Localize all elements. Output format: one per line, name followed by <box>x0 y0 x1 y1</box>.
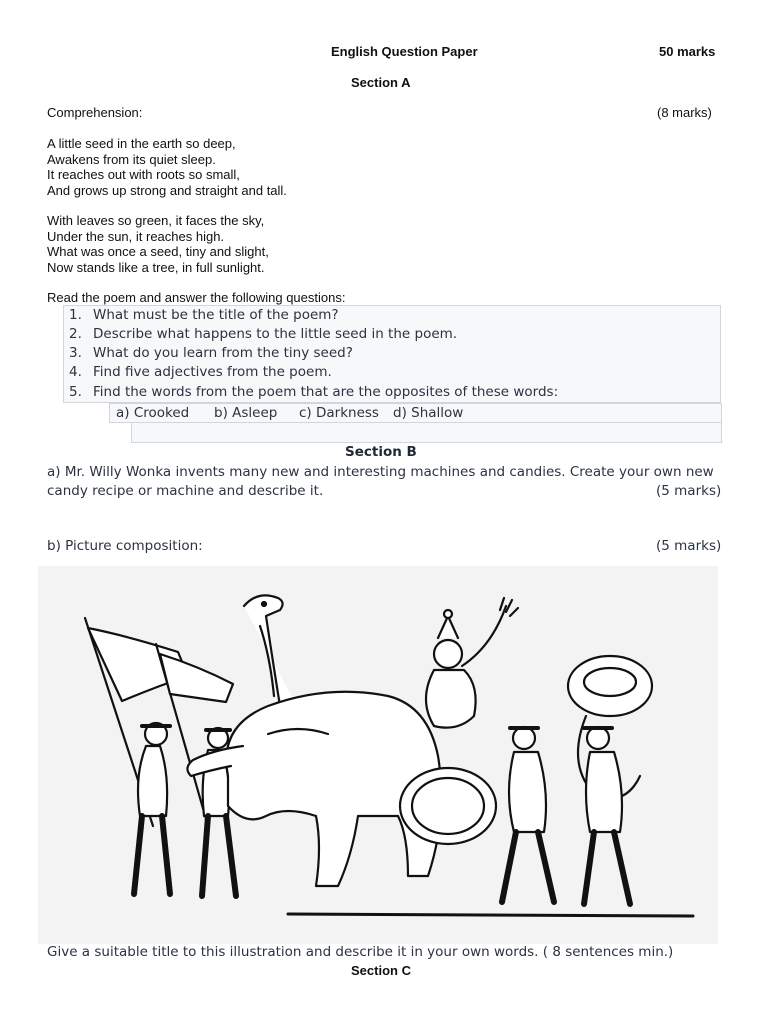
question-number: 3. <box>69 345 82 361</box>
section-c-heading: Section C <box>351 963 411 978</box>
question-text: What must be the title of the poem? <box>93 307 339 323</box>
picture-composition-marks: (5 marks) <box>656 538 722 554</box>
poem-line: It reaches out with roots so small, <box>47 167 240 182</box>
questions-list <box>63 305 721 403</box>
question-text: What do you learn from the tiny seed? <box>93 345 353 361</box>
poem-line: Under the sun, it reaches high. <box>47 228 225 244</box>
question-text: Describe what happens to the little seed in the poem. <box>93 326 458 342</box>
opposite-option: c) Darkness <box>299 405 379 421</box>
paper-title: English Question Paper <box>331 44 478 59</box>
question-number: 2. <box>69 326 82 342</box>
questions-instruction: Read the poem and answer the following questions: <box>47 290 346 305</box>
section-b-question-a: a) Mr. Willy Wonka invents many new and interesting machines and candies. Create your own new <box>47 464 714 480</box>
parade-drawing <box>38 566 718 944</box>
blank-list-row <box>131 423 722 443</box>
poem-line: Now stands like a tree, in full sunlight. <box>47 259 265 275</box>
question-number: 4. <box>69 364 82 380</box>
poem-line: With leaves so green, it faces the sky, <box>47 213 265 228</box>
opposite-option: d) Shallow <box>393 405 464 421</box>
picture-composition-label: b) Picture composition: <box>47 538 203 554</box>
question-text: Find five adjectives from the poem. <box>93 364 332 380</box>
section-b-heading: Section B <box>345 444 417 460</box>
section-b-question-a-line2: candy recipe or machine and describe it. <box>47 483 324 499</box>
poem-line: And grows up strong and straight and tall. <box>47 182 287 198</box>
question-number: 1. <box>69 307 82 323</box>
total-marks: 50 marks <box>659 44 716 59</box>
section-a-heading: Section A <box>351 75 411 90</box>
picture-composition-prompt: Give a suitable title to this illustration and describe it in your own words. ( 8 sentences min.) <box>47 944 674 960</box>
poem-line: Awakens from its quiet sleep. <box>47 151 216 167</box>
section-b-a-marks: (5 marks) <box>656 483 722 499</box>
comprehension-label: Comprehension: <box>47 105 143 120</box>
opposite-option: a) Crooked <box>116 405 190 421</box>
opposites-list <box>109 403 722 423</box>
poem-stanza-1 <box>47 136 287 198</box>
question-number: 5. <box>69 384 82 400</box>
comprehension-marks: (8 marks) <box>657 105 712 120</box>
parade-illustration <box>38 566 718 944</box>
poem-line: A little seed in the earth so deep, <box>47 136 236 151</box>
question-text: Find the words from the poem that are the opposites of these words: <box>93 384 559 400</box>
poem-stanza-2 <box>47 213 269 275</box>
opposite-option: b) Asleep <box>214 405 278 421</box>
poem-line: What was once a seed, tiny and slight, <box>47 244 269 259</box>
